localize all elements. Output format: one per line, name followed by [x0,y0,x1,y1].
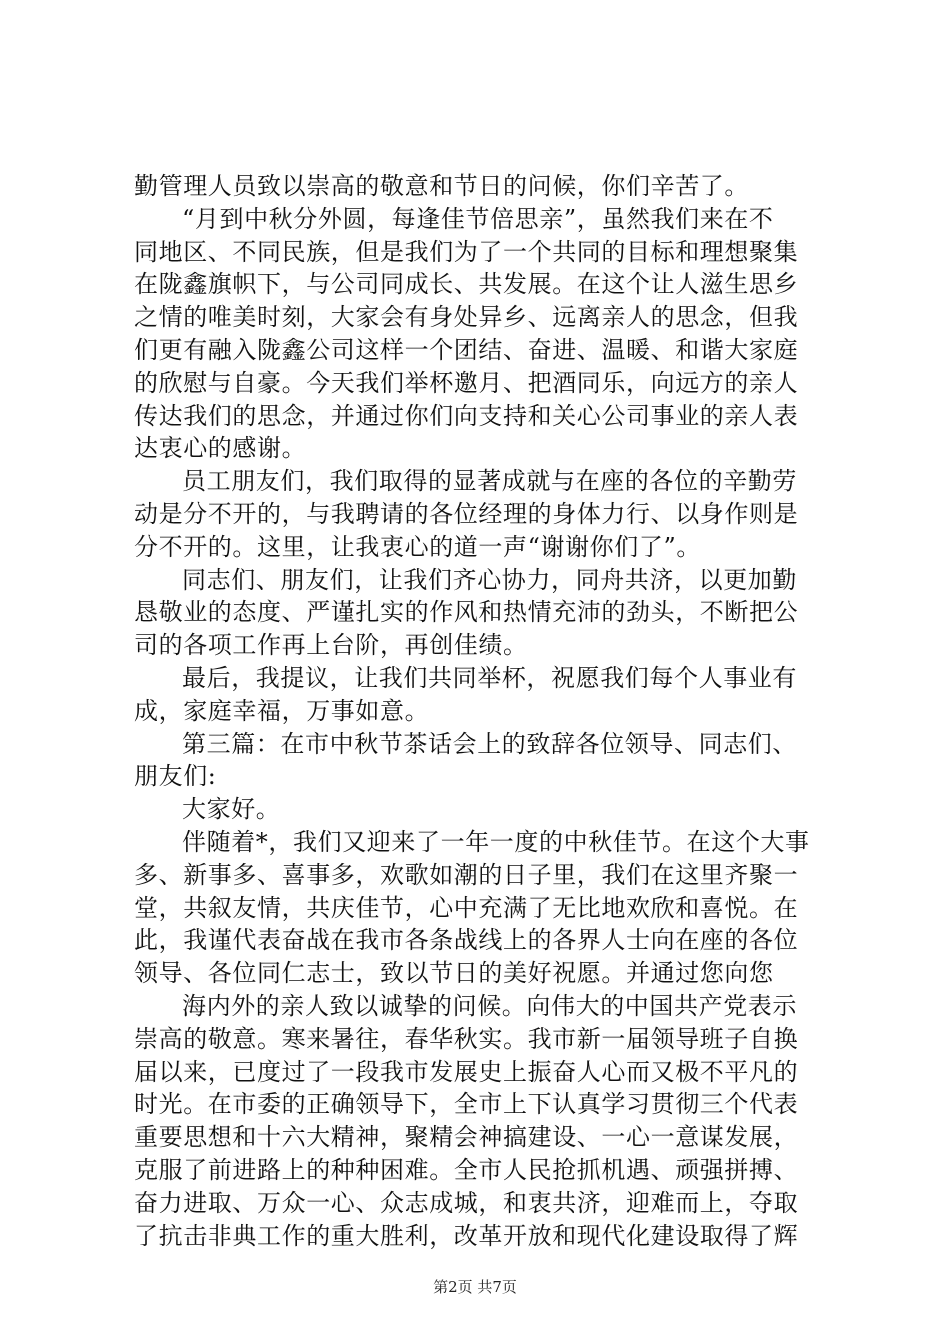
text-line: 恳敬业的态度、严谨扎实的作风和热情充沛的劲头，不断把公 [134,598,799,627]
text-line: 员工朋友们，我们取得的显著成就与在座的各位的辛勤劳 [182,467,797,496]
text-line: 达衷心的感谢。 [134,434,307,463]
text-line: “月到中秋分外圆，每逢佳节倍思亲”，虽然我们来在不 [182,204,774,233]
text-line: 重要思想和十六大精神，聚精会神搞建设、一心一意谋发展， [134,1123,799,1152]
text-line: 传达我们的思念，并通过你们向支持和关心公司事业的亲人表 [134,401,799,430]
body-text [134,170,834,1252]
text-line: 同志们、朋友们，让我们齐心协力，同舟共济，以更加勤 [182,565,797,594]
text-line: 时光。在市委的正确领导下，全市上下认真学习贯彻三个代表 [134,1090,799,1119]
text-line: 分不开的。这里，让我衷心的道一声“谢谢你们了”。 [134,532,701,561]
text-line: 之情的唯美时刻，大家会有身处异乡、远离亲人的思念，但我 [134,303,799,332]
text-line: 奋力进取、万众一心、众志成城，和衷共济，迎难而上，夺取 [134,1188,799,1217]
text-line: 朋友们: [134,762,217,791]
text-line: 在陇鑫旗帜下，与公司同成长、共发展。在这个让人滋生思乡 [134,270,799,299]
text-line: 同地区、不同民族，但是我们为了一个共同的目标和理想聚集 [134,237,799,266]
text-line: 司的各项工作再上台阶，再创佳绩。 [134,631,528,660]
text-line: 们更有融入陇鑫公司这样一个团结、奋进、温暖、和谐大家庭 [134,335,799,364]
text-line: 此，我谨代表奋战在我市各条战线上的各界人士向在座的各位 [134,926,799,955]
text-line: 海内外的亲人致以诚挚的问候。向伟大的中国共产党表示 [182,991,797,1020]
text-line: 动是分不开的，与我聘请的各位经理的身体力行、以身作则是 [134,499,799,528]
text-line: 伴随着*，我们又迎来了一年一度的中秋佳节。在这个大事 [182,827,810,856]
text-line: 领导、各位同仁志士，致以节日的美好祝愿。并通过您向您 [134,959,774,988]
text-line: 多、新事多、喜事多，欢歌如潮的日子里，我们在这里齐聚一 [134,860,799,889]
text-line: 了抗击非典工作的重大胜利，改革开放和现代化建设取得了辉 [134,1221,799,1250]
text-line: 的欣慰与自豪。今天我们举杯邀月、把酒同乐，向远方的亲人 [134,368,799,397]
text-line: 大家好。 [182,795,281,824]
text-line: 崇高的敬意。寒来暑往，春华秋实。我市新一届领导班子自换 [134,1024,799,1053]
text-line: 第三篇：在市中秋节茶话会上的致辞各位领导、同志们、 [182,729,797,758]
text-line: 成，家庭幸福，万事如意。 [134,696,430,725]
text-line: 勤管理人员致以崇高的敬意和节日的问候，你们辛苦了。 [134,172,749,200]
text-line: 最后，我提议，让我们共同举杯，祝愿我们每个人事业有 [182,663,797,692]
text-line: 届以来，已度过了一段我市发展史上振奋人心而又极不平凡的 [134,1057,799,1086]
text-line: 堂，共叙友情，共庆佳节，心中充满了无比地欢欣和喜悦。在 [134,893,799,922]
page-footer: 第2页 共7页 [433,1278,517,1296]
text-line: 克服了前进路上的种种困难。全市人民抢抓机遇、顽强拼搏、 [134,1155,799,1184]
